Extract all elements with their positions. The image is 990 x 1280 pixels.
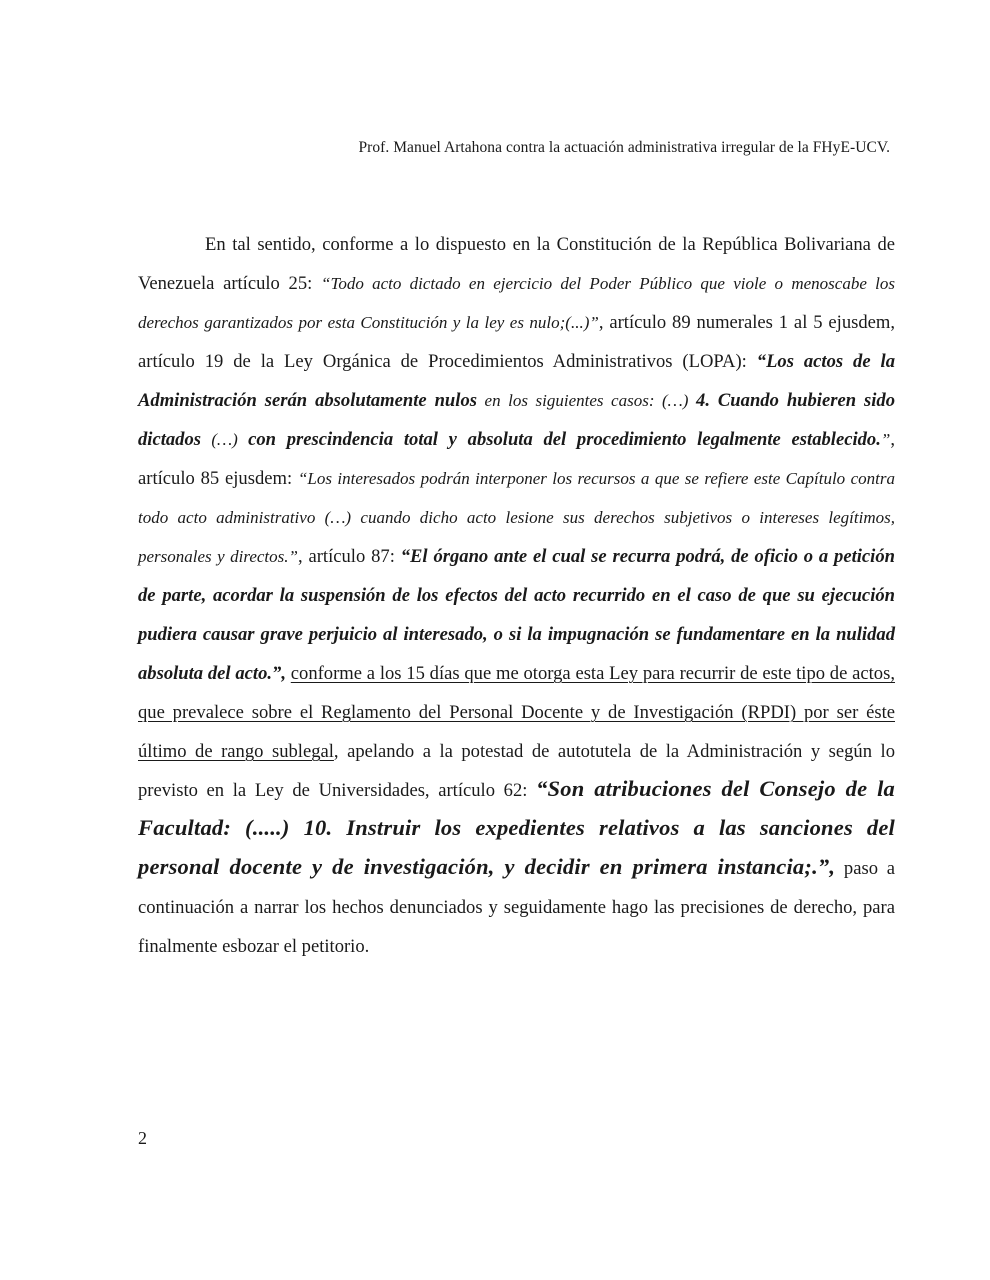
quote-ley-universidades-art62: “Son atribuciones del Consejo de la Facultad: (.....) 10. Instruir los expedientes relativos a las sanciones del personal docente y de investigación, y decidir en primera instancia;.”, [138,776,895,879]
quote-ellipsis: (…) [201,430,249,449]
text-segment: , artículo 87: [297,546,401,567]
quote-lopa-art19-item4: 4. Cuando hubieren sido dictados [138,390,895,450]
underlined-statement: conforme a los 15 días que me otorga esta Ley para recurrir de este tipo de actos, que prevalece sobre el Reglamento del Personal Docente y de Investigación (RPDI) por ser éste último de rango sublegal [138,663,895,762]
text-segment: , apelando a la potestad de autotutela de la Administración y según lo previsto en la Ley de Universidades, artículo 62: [138,741,895,801]
text-segment: En tal sentido, conforme a lo dispuesto en la Constitución de la República Bolivariana de Venezuela artículo 25: [138,234,895,294]
quote-lopa-art19-lead: “Los actos de la Administración serán absolutamente nulos [138,351,895,411]
page-number: 2 [138,1128,147,1148]
quote-lopa-art19-end: con prescindencia total y absoluta del procedimiento legalmente establecido. [248,429,881,450]
text-segment: , artículo 85 ejusdem: [138,429,895,489]
quote-lopa-art19-cases: en los siguientes casos: (…) [476,391,697,410]
body-paragraph [138,225,895,966]
quote-constitution-art25: “Todo acto dictado en ejercicio del Poder Público que viole o menoscabe los derechos garantizados por esta Constitución y la ley es nulo;(...)” [138,274,895,332]
text-segment: paso a continuación a narrar los hechos denunciados y seguidamente hago las precisiones de derecho, para finalmente esbozar el petitorio. [138,858,895,957]
running-header: Prof. Manuel Artahona contra la actuación administrativa irregular de la FHyE-UCV. [358,139,890,156]
quote-lopa-art87: “El órgano ante el cual se recurra podrá, de oficio o a petición de parte, acordar la suspensión de los efectos del acto recurrido en el caso de que su ejecución pudiera causar grave perjuicio al interesado, o si la impugnación se fundamentare en la nulidad absoluta del acto.”, [138,546,895,684]
text-segment: , artículo 89 numerales 1 al 5 ejusdem, artículo 19 de la Ley Orgánica de Procedimientos Administrativos (LOPA): [138,312,896,372]
quote-lopa-art85: “Los interesados podrán interponer los recursos a que se refiere este Capítulo contra todo acto administrativo (…) cuando dicho acto lesione sus derechos subjetivos o intereses legítimos, personales y directos.” [138,469,895,566]
quote-close-mark: ” [880,430,891,449]
